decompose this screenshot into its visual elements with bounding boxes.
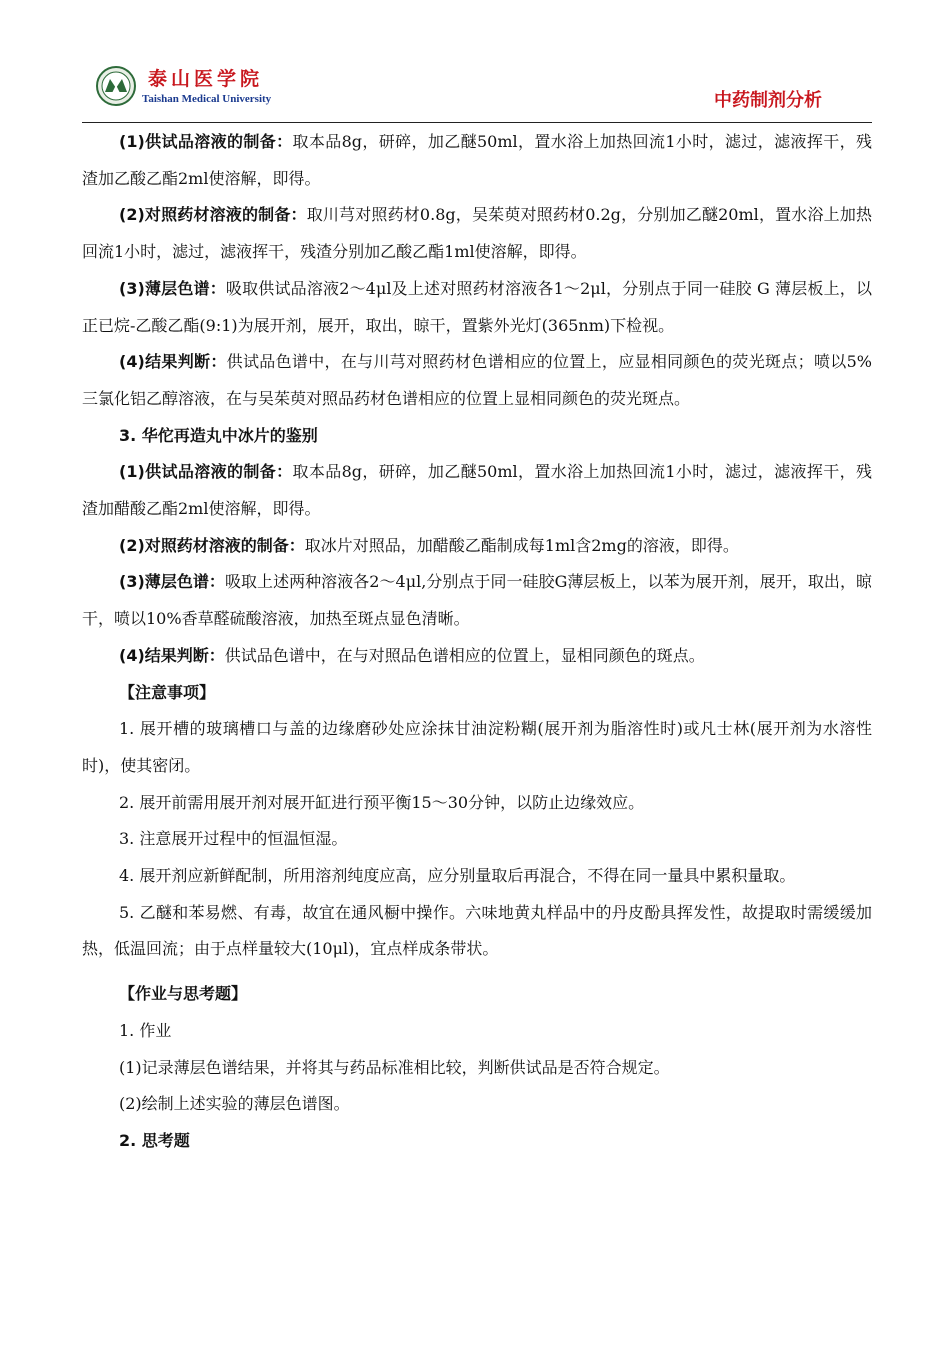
note-item: 2. 展开前需用展开剂对展开缸进行预平衡15～30分钟，以防止边缘效应。 xyxy=(119,792,645,812)
step-label: (2)对照药材溶液的制备： xyxy=(119,535,305,555)
note-item: 4. 展开剂应新鲜配制，所用溶剂纯度应高，应分别量取后再混合，不得在同一量具中累积量取。 xyxy=(119,866,796,886)
page-header xyxy=(96,62,872,122)
notes-title: 【注意事项】 xyxy=(119,682,216,702)
paragraph xyxy=(82,638,872,675)
note-item: 3. 注意展开过程中的恒温恒湿。 xyxy=(119,829,348,849)
step-text: 取本品8g，研碎，加乙醚50ml，置水浴上加热回流1小时，滤过，滤液挥干，残渣加醋酸乙酯2ml使溶解，即得。 xyxy=(82,462,872,519)
paragraph xyxy=(82,124,872,197)
section-heading xyxy=(82,418,872,455)
paragraph xyxy=(82,197,872,270)
paragraph xyxy=(82,271,872,344)
questions-title: 2. 思考题 xyxy=(119,1130,190,1150)
notes-heading xyxy=(82,675,872,712)
homework-title: 【作业与思考题】 xyxy=(119,984,248,1004)
step-text: 吸取上述两种溶液各2～4μl,分别点于同一硅胶G薄层板上，以苯为展开剂，展开，取出，晾干，喷以10%香草醛硫酸溶液，加热至斑点显色清晰。 xyxy=(82,572,872,629)
document-body xyxy=(82,124,872,1160)
paragraph xyxy=(82,528,872,565)
step-text: 吸取供试品溶液2～4μl及上述对照药材溶液各1～2μl，分别点于同一硅胶 G 薄层板上，以正已烷-乙酸乙酯(9:1)为展开剂，展开，取出，晾干，置紫外光灯(365nm)下检视。 xyxy=(82,278,872,335)
homework-item: (1)记录薄层色谱结果，并将其与药品标准相比较，判断供试品是否符合规定。 xyxy=(119,1057,670,1077)
note-item: 1. 展开槽的玻璃槽口与盖的边缘磨砂处应涂抹甘油淀粉糊(展开剂为脂溶性时)或凡士林(展开剂为水溶性时)，使其密闭。 xyxy=(82,719,872,775)
homework-item: (2)绘制上述实验的薄层色谱图。 xyxy=(119,1094,350,1114)
subheading: 1. 作业 xyxy=(119,1020,172,1040)
step-text: 供试品色谱中，在与对照品色谱相应的位置上，显相同颜色的斑点。 xyxy=(224,645,705,665)
subheading xyxy=(82,1123,872,1160)
school-name-cn: 泰山医学院 xyxy=(148,68,264,90)
university-seal-icon xyxy=(96,66,136,106)
step-label: (1)供试品溶液的制备： xyxy=(119,462,293,482)
step-text: 取川芎对照药材0.8g，吴茱萸对照药材0.2g，分别加乙醚20ml，置水浴上加热回流1小时，滤过，滤液挥干，残渣分别加乙酸乙酯1ml使溶解，即得。 xyxy=(82,205,872,262)
step-label: (3)薄层色谱： xyxy=(119,572,225,592)
school-name-en: Taishan Medical University xyxy=(142,93,272,105)
step-text: 供试品色谱中，在与川芎对照药材色谱相应的位置上，应显相同颜色的荧光斑点；喷以5%三氯化铝乙醇溶液，在与吴茱萸对照品药材色谱相应的位置上显相同颜色的荧光斑点。 xyxy=(82,352,872,408)
paragraph xyxy=(82,344,872,417)
step-text: 取冰片对照品，加醋酸乙酯制成每1ml含2mg的溶液，即得。 xyxy=(304,535,739,555)
step-text: 取本品8g，研碎，加乙醚50ml，置水浴上加热回流1小时，滤过，滤液挥干，残渣加乙酸乙酯2ml使溶解，即得。 xyxy=(82,132,872,188)
homework-heading xyxy=(82,976,872,1013)
spacer xyxy=(82,968,872,976)
paragraph xyxy=(82,454,872,527)
step-label: (4)结果判断： xyxy=(119,352,227,372)
course-title: 中药制剂分析 xyxy=(714,90,822,111)
header-divider xyxy=(82,122,872,123)
section-title: 3. 华佗再造丸中冰片的鉴别 xyxy=(119,425,318,445)
paragraph xyxy=(82,564,872,637)
note-item: 5. 乙醚和苯易燃、有毒，故宜在通风橱中操作。六味地黄丸样品中的丹皮酚具挥发性，故提取时需缓缓加热，低温回流；由于点样量较大(10μl)，宜点样成条带状。 xyxy=(82,902,872,959)
step-label: (3)薄层色谱： xyxy=(119,278,226,298)
step-label: (4)结果判断： xyxy=(119,645,225,665)
step-label: (1)供试品溶液的制备： xyxy=(119,132,293,151)
step-label: (2)对照药材溶液的制备： xyxy=(119,205,307,225)
